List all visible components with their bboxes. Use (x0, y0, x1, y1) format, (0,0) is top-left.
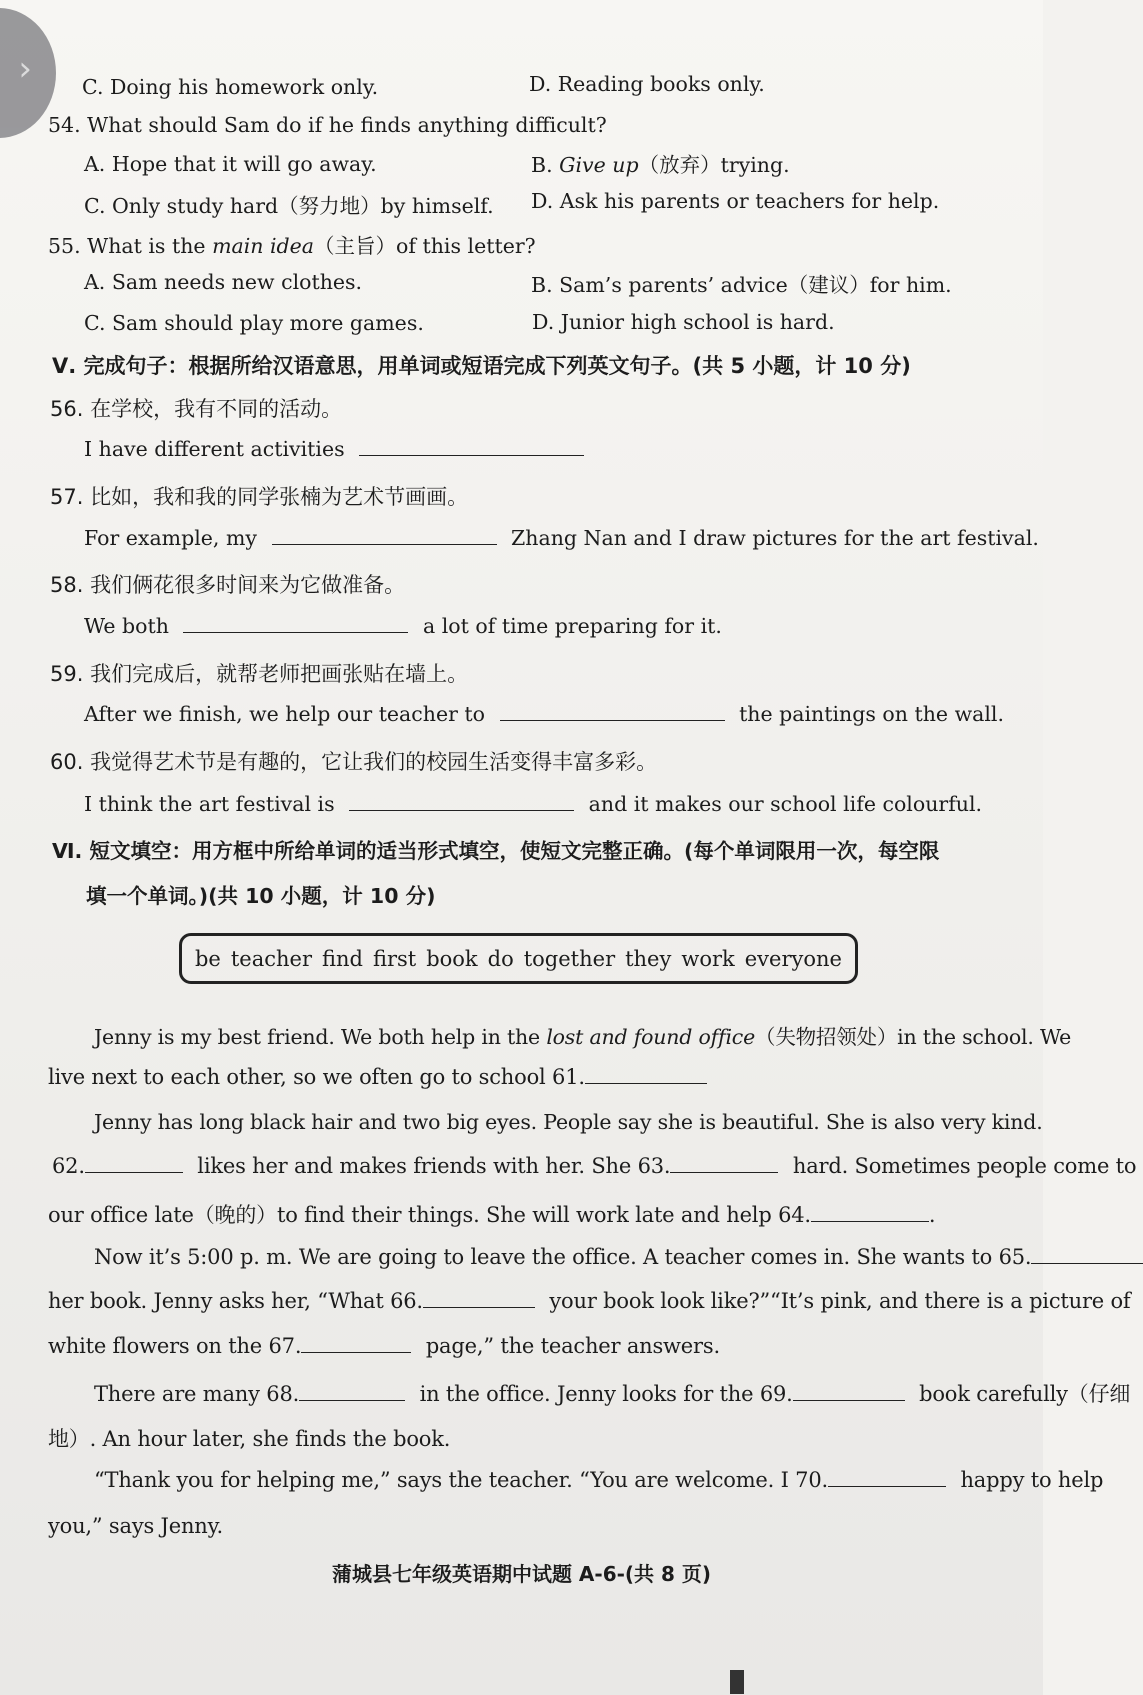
blank-64[interactable] (811, 1203, 929, 1222)
q54-option-a: A. Hope that it will go away. (84, 152, 377, 176)
word-bank-item: work (681, 946, 735, 971)
q58-chinese: 58. 我们俩花很多时间来为它做准备。 (50, 573, 406, 597)
passage-p3-line1 (94, 1245, 1143, 1269)
home-indicator (730, 1670, 744, 1694)
q60-answer-blank[interactable] (349, 792, 574, 811)
passage-p3-line3-end: page,” the teacher answers. (425, 1334, 720, 1358)
passage-p2-line2-end: hard. Sometimes people come to (792, 1154, 1137, 1178)
q53-option-d: D. Reading books only. (529, 72, 765, 96)
q56-english (84, 437, 584, 461)
passage-p2-line2-text: likes her and makes friends with her. She (197, 1154, 632, 1178)
q54-option-b-italic: Give up (559, 153, 639, 177)
q54-option-d: D. Ask his parents or teachers for help. (531, 189, 940, 213)
q55-option-b: B. Sam’s parents’ advice（建议）for him. (531, 273, 952, 297)
passage-p1-italic: lost and found office (546, 1025, 756, 1049)
blank-64-number: 64. (778, 1203, 811, 1227)
passage-p2-line1: Jenny has long black hair and two big eyes. People say she is beautiful. She is also very kind. (94, 1110, 1043, 1134)
section6-heading-line1: Ⅵ. 短文填空：用方框中所给单词的适当形式填空，使短文完整正确。(每个单词限用一次，每空限 (52, 839, 940, 863)
q57-answer-blank[interactable] (272, 526, 497, 545)
passage-p3-line2-end: your book look like?”“It’s pink, and there is a picture of (549, 1289, 1131, 1313)
word-bank-item: book (426, 946, 478, 971)
passage-p5-line1-text: “Thank you for helping me,” says the teacher. “You are welcome. I (94, 1468, 789, 1492)
q55-option-a: A. Sam needs new clothes. (84, 270, 363, 294)
q58-answer-blank[interactable] (183, 614, 408, 633)
blank-70-number: 70. (795, 1468, 828, 1492)
q54-option-b (531, 148, 790, 178)
q57-english-suffix: Zhang Nan and I draw pictures for the art festival. (511, 526, 1039, 550)
passage-p2-line3 (48, 1199, 935, 1229)
blank-67[interactable] (301, 1334, 411, 1353)
section5-heading: Ⅴ. 完成句子：根据所给汉语意思，用单词或短语完成下列英文句子。(共 5 小题，计 10 分) (52, 354, 911, 378)
blank-61[interactable] (585, 1065, 707, 1084)
q60-english-prefix: I think the art festival is (84, 792, 335, 816)
q54-option-b-prefix: B. (531, 153, 560, 177)
passage-p5-line1 (94, 1468, 1103, 1492)
q55-option-c: C. Sam should play more games. (84, 311, 424, 335)
passage-p3-line3-text: white flowers on the (48, 1334, 263, 1358)
word-bank-item: everyone (744, 946, 842, 971)
blank-69[interactable] (793, 1382, 905, 1401)
word-bank-item: teacher (230, 946, 312, 971)
passage-p1-line1 (94, 1020, 1071, 1050)
blank-61-number: 61. (552, 1065, 585, 1089)
q57-english-prefix: For example, my (84, 526, 257, 550)
word-bank-item: together (523, 946, 616, 971)
q58-english (84, 614, 722, 638)
blank-66[interactable] (423, 1289, 535, 1308)
q59-english-suffix: the paintings on the wall. (739, 702, 1004, 726)
passage-p4-line1-text: There are many (94, 1382, 260, 1406)
passage-p4-line1 (94, 1378, 1130, 1408)
blank-68-number: 68. (266, 1382, 300, 1406)
chevron-right-icon: › (18, 49, 32, 89)
passage-p5-line2: you,” says Jenny. (48, 1514, 223, 1538)
passage-p1-text-end: （失物招领处）in the school. We (755, 1025, 1072, 1049)
passage-p2-line3-period: . (928, 1203, 936, 1227)
q55-stem (48, 229, 536, 259)
blank-66-number: 66. (390, 1289, 423, 1313)
q57-english (84, 526, 1039, 550)
section6-heading-line2: 填一个单词。)(共 10 小题，计 10 分) (86, 884, 436, 908)
passage-p3-line2 (48, 1289, 1131, 1313)
q55-option-d: D. Junior high school is hard. (532, 310, 835, 334)
q56-english-prefix: I have different activities (84, 437, 345, 461)
q55-stem-prefix: 55. What is the (48, 234, 213, 258)
passage-p1-line2-text: live next to each other, so we often go to school (48, 1065, 546, 1089)
blank-68[interactable] (299, 1382, 405, 1401)
word-bank-item: first (372, 946, 417, 971)
passage-p3-line3 (48, 1334, 720, 1358)
passage-p4-line1-mid: in the office. Jenny looks for the (419, 1382, 754, 1406)
blank-62-number: 62. (52, 1154, 85, 1178)
word-bank-box (179, 933, 858, 984)
passage-p4-line2: 地）. An hour later, she finds the book. (48, 1427, 451, 1451)
passage-p5-line1-end: happy to help (960, 1468, 1104, 1492)
q54-stem: 54. What should Sam do if he finds anything difficult? (48, 113, 607, 137)
blank-65-number: 65. (998, 1245, 1032, 1269)
passage-p1-line2 (48, 1065, 707, 1089)
blank-67-number: 67. (268, 1334, 302, 1358)
passage-p1-text: Jenny is my best friend. We both help in the (94, 1025, 547, 1049)
blank-65[interactable] (1031, 1245, 1143, 1264)
q60-english (84, 792, 982, 816)
passage-p2-line2 (52, 1154, 1136, 1178)
q60-english-suffix: and it makes our school life colourful. (588, 792, 983, 816)
q59-chinese: 59. 我们完成后，就帮老师把画张贴在墙上。 (50, 662, 469, 686)
q55-stem-italic: main idea (212, 234, 315, 258)
blank-63-number: 63. (637, 1154, 671, 1178)
word-bank-item: they (625, 946, 672, 971)
passage-p2-line3-text: our office late（晚的）to find their things. She will work late and help (48, 1203, 772, 1227)
blank-69-number: 69. (759, 1382, 793, 1406)
word-bank-item: be (194, 946, 221, 971)
blank-62[interactable] (85, 1154, 183, 1173)
q60-chinese: 60. 我觉得艺术节是有趣的，它让我们的校园生活变得丰富多彩。 (50, 750, 658, 774)
q58-english-prefix: We both (84, 614, 169, 638)
q53-option-c: C. Doing his homework only. (82, 75, 379, 99)
q54-option-b-suffix: （放弃）trying. (638, 153, 790, 177)
page-footer: 蒲城县七年级英语期中试题 A-6-(共 8 页) (331, 1562, 712, 1586)
passage-p3-line1-text: Now it’s 5:00 p. m. We are going to leave the office. A teacher comes in. She wants to (94, 1245, 993, 1269)
q55-stem-suffix: （主旨）of this letter? (314, 234, 536, 258)
q56-chinese: 56. 在学校，我有不同的活动。 (50, 397, 343, 421)
q54-option-c: C. Only study hard（努力地）by himself. (84, 194, 494, 218)
word-bank-item: find (321, 946, 363, 971)
q59-english-prefix: After we finish, we help our teacher to (84, 702, 485, 726)
q59-english (84, 702, 1004, 726)
word-bank-item: do (487, 946, 514, 971)
blank-70[interactable] (828, 1468, 946, 1487)
q59-answer-blank[interactable] (500, 702, 725, 721)
blank-63[interactable] (670, 1154, 778, 1173)
passage-p3-line2-text: her book. Jenny asks her, “What (48, 1289, 384, 1313)
q56-answer-blank[interactable] (359, 437, 584, 456)
q58-english-suffix: a lot of time preparing for it. (423, 614, 722, 638)
q57-chinese: 57. 比如，我和我的同学张楠为艺术节画画。 (50, 485, 469, 509)
passage-p4-line1-end: book carefully（仔细 (919, 1382, 1131, 1406)
